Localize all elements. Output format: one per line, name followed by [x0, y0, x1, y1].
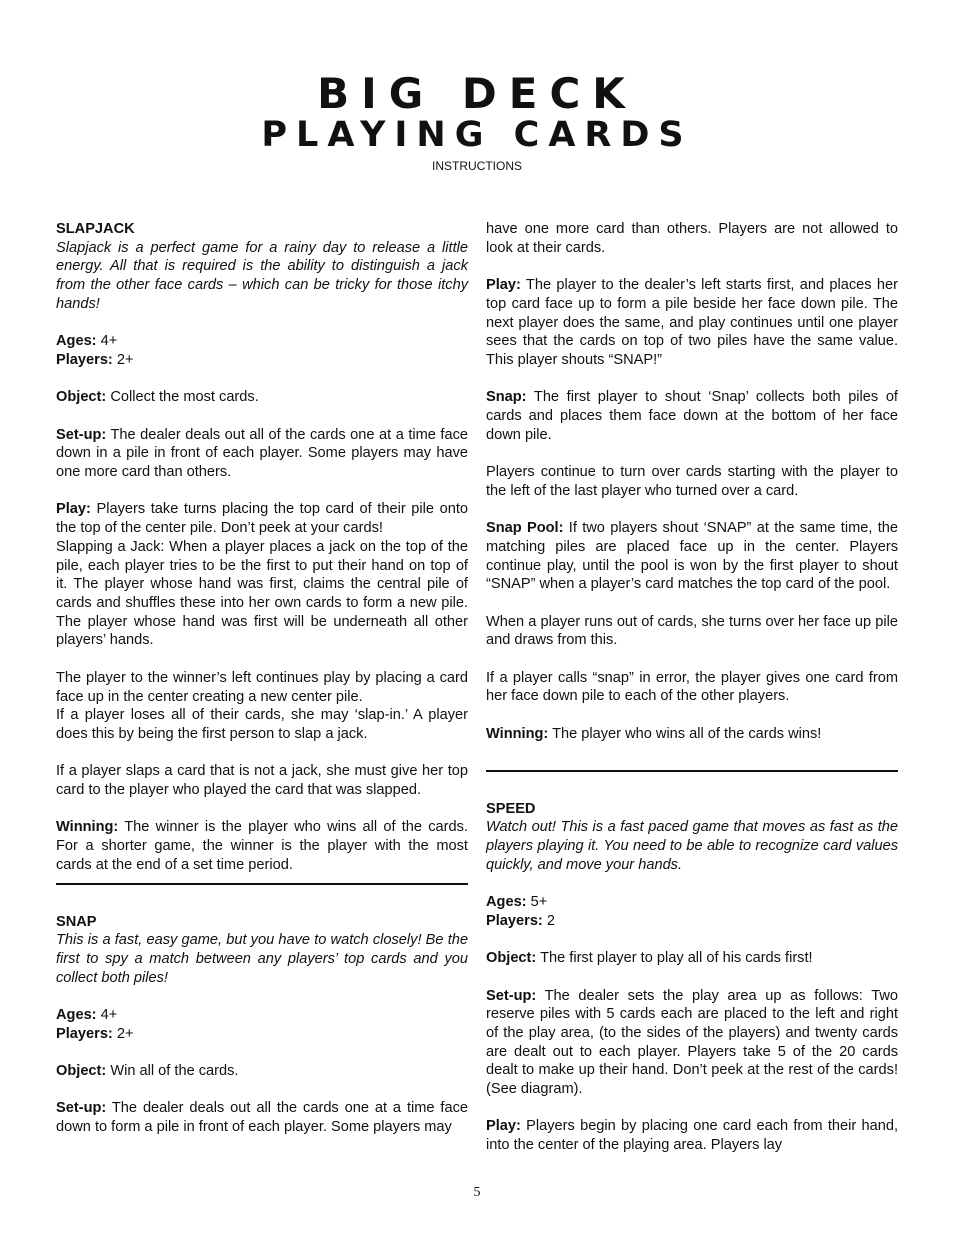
object-label: Object: — [486, 950, 537, 967]
players-label: Players: — [56, 351, 113, 368]
section-divider — [486, 770, 898, 772]
slapjack-continue: The player to the winner’s left continues play by placing a card face up in the center creating a new center pile. — [56, 669, 468, 705]
snap-continue: Players continue to turn over cards starting with the player to the left of the last player who turned over a card. — [486, 464, 898, 499]
subtitle: INSTRUCTIONS — [432, 159, 522, 173]
left-column — [56, 220, 468, 1137]
speed-object — [486, 949, 898, 968]
snap-text: The first player to shout ‘Snap’ collects both piles of cards and places them face down at the bottom of her face down pile. — [486, 389, 898, 443]
setup-text: The dealer deals out all the cards one at a time face down to form a pile in front of each player. Some players may — [56, 1100, 468, 1136]
speed-intro: Watch out! This is a fast paced game that moves as fast as the players playing it. You need to be able to recognize card values quickly, and move your hands. — [486, 819, 898, 873]
snap-intro: This is a fast, easy game, but you have to watch closely! Be the first to spy a match between any players’ top cards and you collect both piles! — [56, 932, 468, 986]
slapjack-intro: Slapjack is a perfect game for a rainy day to release a little energy. All that is required is the ability to distinguish a jack from the other face cards – which can be tricky for those itchy hands! — [56, 239, 468, 312]
speed-ages — [486, 893, 898, 912]
snap-snap-rule — [486, 388, 898, 444]
title-line-2: PLAYING CARDS — [261, 115, 693, 155]
speed-setup — [486, 987, 898, 1099]
pool-label: Snap Pool: — [486, 520, 564, 537]
setup-label: Set-up: — [486, 987, 537, 1004]
title-line-1: BIG DECK — [317, 69, 637, 118]
play-text: Players take turns placing the top card of their pile onto the top of the center pile. Don’t peek at your cards! — [56, 501, 468, 537]
ages-value: 5+ — [526, 894, 548, 911]
slapjack-heading: SLAPJACK — [56, 221, 135, 237]
play-text: The player to the dealer’s left starts first, and places her top card face up to form a pile beside her face down pile. The next player does the same, and play continues until one player sees that the cards on top of two piles have the same value. This player shouts “SNAP!” — [486, 277, 898, 368]
slapjack-object — [56, 388, 468, 407]
snap-setup — [56, 1099, 468, 1136]
page-number: 5 — [473, 1185, 481, 1200]
players-value: 2 — [542, 912, 555, 929]
setup-text: The dealer deals out all of the cards one at a time face down in a pile in front of each player. Some players may have one more card than others. — [56, 426, 468, 481]
snap-runout: When a player runs out of cards, she turns over her face up pile and draws from this. — [486, 613, 898, 649]
players-label: Players: — [486, 912, 543, 929]
snap-object — [56, 1062, 468, 1081]
snap-heading: SNAP — [56, 913, 97, 930]
snap-pool — [486, 519, 898, 594]
play-label: Play: — [486, 1118, 521, 1135]
slapjack-slapping: Slapping a Jack: When a player places a jack on the top of the pile, each player tries to be the first to put their hand on top of it. The player whose hand was first, claims the central pile of cards and shuffles these into her own cards to form a new pile. The player whose hand was first will be underneath all other players’ hands. — [56, 538, 468, 649]
winning-label: Winning: — [56, 819, 119, 836]
slapjack-winning — [56, 818, 468, 874]
object-text: Win all of the cards. — [106, 1063, 239, 1080]
right-column — [486, 220, 898, 1155]
ages-value: 4+ — [96, 1007, 118, 1023]
ages-value: 4+ — [96, 333, 118, 350]
speed-play — [486, 1117, 898, 1154]
snap-players — [56, 1025, 468, 1044]
setup-label: Set-up: — [56, 426, 107, 443]
setup-label: Set-up: — [56, 1100, 107, 1117]
object-text: Collect the most cards. — [106, 389, 259, 406]
object-label: Object: — [56, 389, 107, 406]
winning-text: The winner is the player who wins all of the cards. For a shorter game, the winner is the player with the most cards at the end of a set time period. — [56, 819, 468, 873]
ages-label: Ages: — [486, 894, 527, 911]
play-label: Play: — [56, 501, 91, 518]
winning-label: Winning: — [486, 725, 549, 742]
play-text: Players begin by placing one card each from their hand, into the center of the playing area. Players lay — [486, 1118, 898, 1154]
snap-winning — [486, 725, 898, 744]
ages-label: Ages: — [56, 1007, 97, 1023]
pool-text: If two players shout ‘SNAP” at the same time, the matching piles are placed face up in the center. Players continue play, until the pool is won by the first player to shout “SNAP” when a player’s card matches the top card of the pool. — [486, 520, 898, 593]
slapjack-setup — [56, 426, 468, 482]
snap-play — [486, 276, 898, 370]
ages-label: Ages: — [56, 333, 97, 350]
slapjack-slapin: If a player loses all of their cards, she may ‘slap-in.’ A player does this by being the first person to slap a jack. — [56, 707, 468, 742]
setup-text: The dealer sets the play area up as follows: Two reserve piles with 5 cards each are placed to the left and right of the play area, (to the sides of the players) and twenty cards are dealt out to each player. Players take 5 of the 20 cards dealt to make up their hand. Don’t peek at the rest of the cards! (See diagram). — [486, 987, 898, 1098]
winning-text: The player who wins all of the cards wins! — [548, 725, 822, 742]
slapjack-players — [56, 351, 468, 370]
snap-setup-continued: have one more card than others. Players are not allowed to look at their cards. — [486, 221, 898, 256]
object-label: Object: — [56, 1063, 107, 1080]
snap-ages — [56, 1006, 468, 1025]
snap-error: If a player calls “snap” in error, the player gives one card from her face down pile to each of the other players. — [486, 669, 898, 705]
play-label: Play: — [486, 277, 521, 294]
section-divider — [56, 883, 468, 885]
players-value: 2+ — [112, 1025, 134, 1042]
players-label: Players: — [56, 1025, 113, 1042]
slapjack-wrong-slap: If a player slaps a card that is not a jack, she must give her top card to the player who played the card that was slapped. — [56, 763, 468, 798]
slapjack-play — [56, 500, 468, 537]
slapjack-ages — [56, 332, 468, 351]
speed-players — [486, 912, 898, 931]
speed-heading: SPEED — [486, 800, 536, 817]
snap-label: Snap: — [486, 389, 527, 406]
players-value: 2+ — [112, 351, 134, 368]
object-text: The first player to play all of his cards first! — [536, 950, 813, 967]
